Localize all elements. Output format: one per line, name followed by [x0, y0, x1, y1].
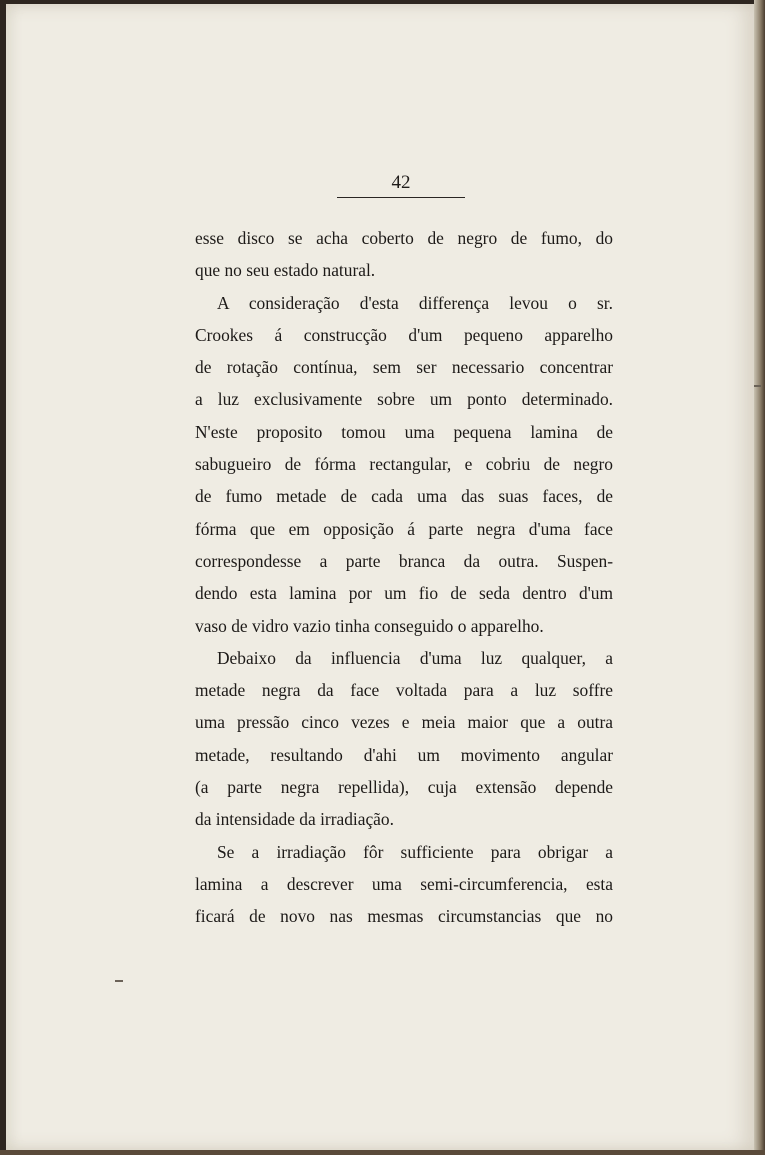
- paper-speck: [754, 385, 761, 387]
- text-line: metade negra da face voltada para a luz soffre: [195, 680, 613, 701]
- page-edge: [754, 0, 765, 1155]
- page-number: 42: [391, 172, 411, 193]
- text-line: sabugueiro de fórma rectangular, e cobriu de negro: [195, 454, 613, 475]
- text-line: N'este proposito tomou uma pequena lamina de: [195, 421, 613, 442]
- body-text: [195, 222, 613, 933]
- text-line: de rotação contínua, sem ser necessario concentrar: [195, 357, 613, 378]
- text-line: a luz exclusivamente sobre um ponto determinado.: [195, 389, 613, 410]
- text-line: correspondesse a parte branca da outra. Suspen-: [195, 550, 613, 571]
- text-line: fórma que em opposição á parte negra d'uma face: [195, 518, 613, 539]
- text-line: dendo esta lamina por um fio de seda dentro d'um: [195, 583, 613, 604]
- text-line: Se a irradiação fôr sufficiente para obrigar a: [217, 841, 613, 862]
- header-rule: [337, 197, 465, 198]
- page-bottom-edge: [0, 1150, 765, 1155]
- text-line: da intensidade da irradiação.: [195, 809, 394, 830]
- text-line: lamina a descrever uma semi-circumferencia, esta: [195, 873, 613, 894]
- text-line: Crookes á construcção d'um pequeno apparelho: [195, 324, 613, 345]
- text-line: uma pressão cinco vezes e meia maior que a outra: [195, 712, 613, 733]
- text-line: metade, resultando d'ahi um movimento angular: [195, 744, 613, 765]
- text-line: Debaixo da influencia d'uma luz qualquer, a: [217, 647, 613, 668]
- text-line: (a parte negra repellida), cuja extensão depende: [195, 777, 613, 798]
- text-line: de fumo metade de cada uma das suas faces, de: [195, 486, 613, 507]
- text-line: ficará de novo nas mesmas circumstancias que no: [195, 906, 613, 927]
- paper-speck: [115, 980, 123, 982]
- text-line: que no seu estado natural.: [195, 260, 376, 281]
- text-line: esse disco se acha coberto de negro de fumo, do: [195, 228, 613, 248]
- text-line: A consideração d'esta differença levou o sr.: [217, 292, 613, 313]
- text-line: vaso de vidro vazio tinha conseguido o apparelho.: [195, 615, 544, 636]
